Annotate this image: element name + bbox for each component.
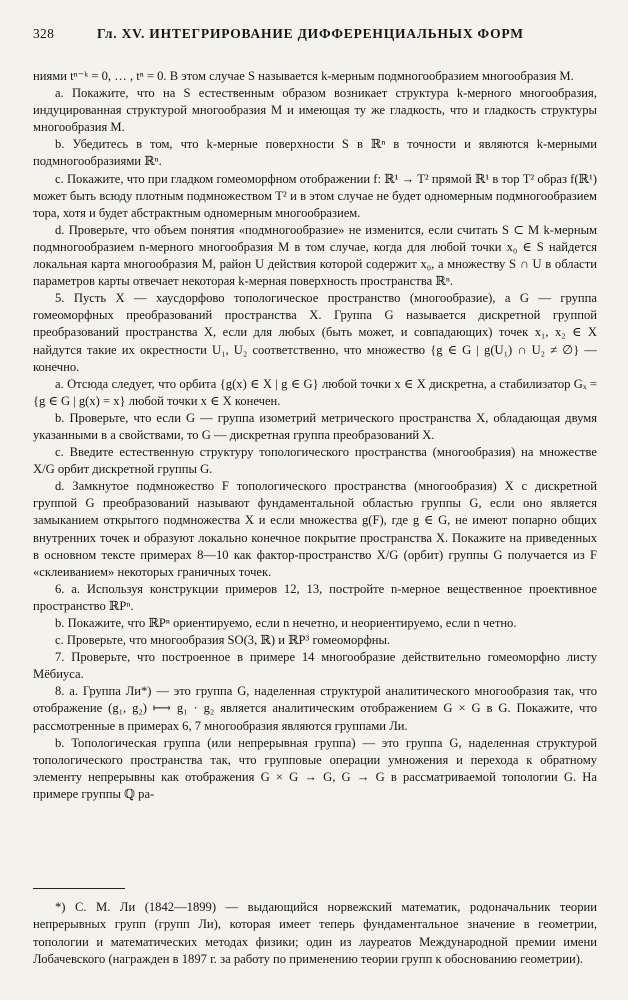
paragraph: d. Проверьте, что объем понятия «подмногообразие» не изменится, если считать S ⊂ M k-мерным подмногообразием n-мерного многообразия M в том случае, когда для любой точки x₀ ∈ S найдется локальная карта многообразия M, район U действия которой содержит x₀, а множеству S ∩ U в области параметров карты отвечает некоторая k-мерная поверхность пространства ℝⁿ. [33,222,597,289]
footnote-separator [33,888,125,889]
paragraph: c. Покажите, что при гладком гомеоморфном отображении f: ℝ¹ → T² прямой ℝ¹ в тор T² образ f(ℝ¹) может быть всюду плотным подмножеством T² и в этом случае не будет одномерным подмногообразием тора, хотя и будет абстрактным одномерным многообразием. [33,171,597,220]
paragraph: 7. Проверьте, что построенное в примере 14 многообразие действительно гомеоморфно листу Мёбиуса. [33,650,597,682]
footnote: *) С. М. Ли (1842—1899) — выдающийся норвежский математик, родоначальник теории непрерывных групп (групп Ли), которая имеет теперь фундаментальное значение в геометрии, топологии и математических методах физики; один из лауреатов Международной премии имени Лобачевского (награжден в 1897 г. за работу по применению теории групп к обоснованию геометрии). [33,900,597,966]
paragraph: 6. a. Используя конструкции примеров 12, 13, постройте n-мерное вещественное проективное пространство ℝPⁿ. [33,581,597,613]
paragraph: c. Проверьте, что многообразия SO(3, ℝ) и ℝP³ гомеоморфны. [55,633,391,648]
page [33,26,597,966]
paragraph: 5. Пусть X — хаусдорфово топологическое пространство (многообразие), а G — группа гомеоморфных преобразований пространства X. Группа G называется дискретной группой преобразований пространства X, если для любых (быть может, и совпадающих) точек x₁, x₂ ∈ X найдутся такие их окрестности U₁, U₂ соответственно, что множество {g ∈ G | g(U₁) ∩ U₂ ≠ ∅} — конечно. [33,291,597,374]
paragraph: a. Покажите, что на S естественным образом возникает структура k-мерного многообразия, индуцированная структурой многообразия M и имеющая ту же гладкость, что и гладкость структуры многообразия M. [33,86,597,135]
body-text [33,68,597,803]
paragraph: 8. a. Группа Ли*) — это группа G, наделенная структурой аналитического многообразия так, что отображение (g₁, g₂) ⟼ g₁ · g₂ является аналитическим отображением G × G в G. Покажите, что рассмотренные в примерах 6, 7 многообразия являются группами Ли. [33,684,597,733]
paragraph: b. Топологическая группа (или непрерывная группа) — это группа G, наделенная структурой топологического пространства так, что групповые операции умножения и перехода к обратному элементу непрерывны как отображения G × G → G, G → G в рассматриваемой топологии G. На примере группы ℚ ра- [33,735,597,801]
paragraph: ниями tⁿ⁻ᵏ = 0, … , tⁿ = 0. В этом случае S называется k-мерным подмногообразием многообразия M. [33,69,574,83]
running-header [33,26,597,50]
page-number: 328 [33,26,55,41]
paragraph: b. Проверьте, что если G — группа изометрий метрического пространства X, обладающая двумя указанными в a свойствами, то G — дискретная группа преобразований X. [33,410,597,442]
paragraph: b. Убедитесь в том, что k-мерные поверхности S в ℝⁿ в точности и являются k-мерными подмногообразиями ℝⁿ. [33,137,597,169]
paragraph: a. Отсюда следует, что орбита {g(x) ∈ X | g ∈ G} любой точки x ∈ X дискретна, а стабилизатор Gₓ = {g ∈ G | g(x) = x} любой точки x ∈ X конечен. [33,376,597,408]
paragraph: b. Покажите, что ℝPⁿ ориентируемо, если n нечетно, и неориентируемо, если n четно. [55,616,517,630]
chapter-title: Гл. XV. ИНТЕГРИРОВАНИЕ ДИФФЕРЕНЦИАЛЬНЫХ ФОРМ [97,26,524,41]
paragraph: d. Замкнутое подмножество F топологического пространства (многообразия) X с дискретной группой G преобразований называют фундаментальной областью группы G, если оно является замыканием открытого подмножества X и если множества g(F), где g ∈ G, не имеют попарно общих внутренних точек и образуют локально конечное покрытие пространства X. Покажите на приведенных в основном тексте примерах 8—10 как фактор-пространство X/G (орбит) группы G получается из F «склеиванием» некоторых граничных точек. [33,479,597,579]
paragraph: c. Введите естественную структуру топологического пространства (многообразия) на множестве X/G орбит дискретной группы G. [33,445,597,477]
